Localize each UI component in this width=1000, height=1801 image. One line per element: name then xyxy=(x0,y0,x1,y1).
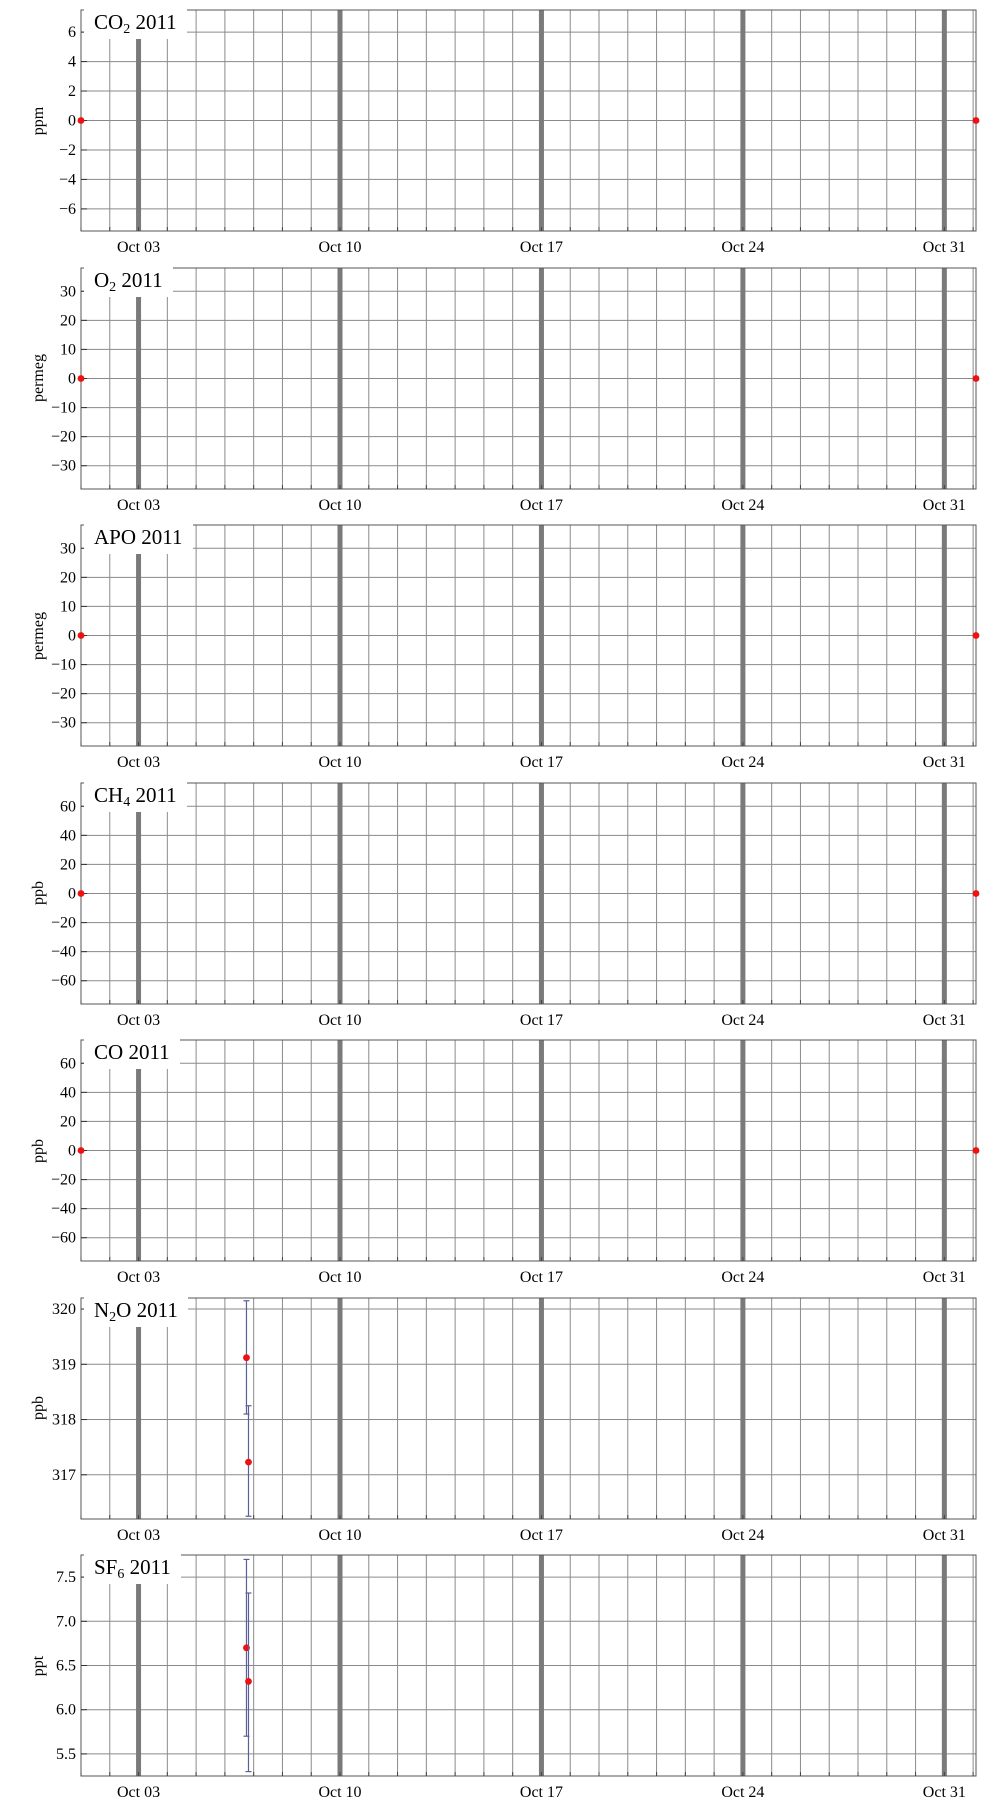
x-tick-label: Oct 03 xyxy=(117,1784,161,1801)
chart-title xyxy=(84,6,187,39)
x-tick-label: Oct 31 xyxy=(922,1784,966,1801)
title-species: CH xyxy=(94,782,124,807)
y-tick-label: −30 xyxy=(50,714,76,732)
data-point xyxy=(973,117,980,124)
data-point xyxy=(243,1354,250,1361)
chart-panel xyxy=(0,258,1000,514)
x-tick-label: Oct 31 xyxy=(922,496,966,514)
x-tick-label: Oct 03 xyxy=(117,1526,161,1544)
title-year: 2011 xyxy=(131,1297,178,1322)
chart-title xyxy=(84,1551,181,1584)
y-tick-label: −60 xyxy=(50,972,76,990)
y-tick-label: −20 xyxy=(50,428,76,446)
y-tick-label: 6 xyxy=(68,24,76,42)
y-tick-label: 30 xyxy=(60,540,76,558)
chart-title xyxy=(84,1036,180,1069)
data-point xyxy=(245,1458,252,1465)
title-species: APO xyxy=(94,525,137,549)
data-point xyxy=(78,375,85,382)
y-tick-label: 7.5 xyxy=(56,1569,76,1587)
title-year: 2011 xyxy=(130,10,177,34)
y-tick-label: 10 xyxy=(60,598,76,616)
x-tick-label: Oct 24 xyxy=(721,754,765,771)
x-tick-label: Oct 03 xyxy=(117,754,161,771)
chart-title xyxy=(84,1294,188,1327)
chart-panel xyxy=(0,773,1000,1029)
data-point xyxy=(973,890,980,897)
y-tick-label: 0 xyxy=(68,1142,76,1160)
x-tick-label: Oct 24 xyxy=(721,1526,765,1544)
x-tick-label: Oct 24 xyxy=(721,496,765,514)
title-species-tail: O xyxy=(116,1297,132,1322)
y-tick-label: 60 xyxy=(60,1055,76,1073)
y-tick-label: 30 xyxy=(60,282,76,300)
y-tick-label: −40 xyxy=(50,943,76,961)
y-tick-label: 317 xyxy=(52,1466,76,1484)
title-year: 2011 xyxy=(136,525,183,549)
x-tick-label: Oct 24 xyxy=(721,239,765,256)
y-tick-label: 318 xyxy=(52,1411,76,1429)
x-tick-label: Oct 17 xyxy=(519,496,564,514)
y-tick-label: −4 xyxy=(58,171,76,189)
x-tick-label: Oct 17 xyxy=(519,1784,564,1801)
y-tick-label: −10 xyxy=(50,656,76,674)
x-tick-label: Oct 03 xyxy=(117,496,161,514)
x-tick-label: Oct 24 xyxy=(721,1011,765,1029)
data-point xyxy=(78,890,85,897)
chart-panel xyxy=(0,1288,1000,1544)
y-tick-label: 20 xyxy=(60,1113,76,1131)
title-subscript: 2 xyxy=(123,22,131,37)
title-subscript: 2 xyxy=(109,1309,117,1325)
y-tick-label: 6.0 xyxy=(56,1701,76,1719)
y-tick-label: −20 xyxy=(50,685,76,703)
x-tick-label: Oct 31 xyxy=(922,754,966,771)
data-point xyxy=(78,117,85,124)
x-tick-label: Oct 17 xyxy=(519,754,564,771)
x-tick-label: Oct 17 xyxy=(519,1526,564,1544)
x-tick-label: Oct 03 xyxy=(117,1269,161,1286)
y-tick-label: 40 xyxy=(60,1084,76,1102)
chart-panel xyxy=(0,1545,1000,1801)
y-tick-label: −30 xyxy=(50,457,76,475)
y-tick-label: −20 xyxy=(50,914,76,932)
x-tick-label: Oct 10 xyxy=(318,496,362,514)
x-tick-label: Oct 17 xyxy=(519,1269,564,1286)
y-tick-label: 60 xyxy=(60,797,76,815)
y-axis-label-text: ppb xyxy=(30,881,47,905)
x-tick-label: Oct 24 xyxy=(721,1269,765,1286)
y-axis-label-text: ppt xyxy=(30,1655,47,1676)
y-tick-label: 319 xyxy=(52,1355,76,1373)
y-tick-label: −6 xyxy=(58,200,76,218)
y-axis-label-text: permeg xyxy=(30,354,47,402)
x-tick-label: Oct 03 xyxy=(117,239,161,256)
title-year: 2011 xyxy=(116,267,163,292)
chart-title xyxy=(84,264,173,297)
y-axis-label-text: ppb xyxy=(30,1396,47,1420)
title-year: 2011 xyxy=(123,1040,170,1064)
y-tick-label: 0 xyxy=(68,112,76,130)
x-tick-label: Oct 10 xyxy=(318,1784,362,1801)
title-species: SF xyxy=(94,1555,118,1579)
x-tick-label: Oct 31 xyxy=(922,1526,966,1544)
chart-panel xyxy=(0,1030,1000,1286)
y-axis-label-text: ppm xyxy=(30,106,47,135)
x-tick-label: Oct 24 xyxy=(721,1784,765,1801)
title-subscript: 2 xyxy=(109,279,117,295)
y-tick-label: −2 xyxy=(58,141,76,159)
x-tick-label: Oct 31 xyxy=(922,1269,966,1286)
y-axis-label-text: ppb xyxy=(30,1138,47,1163)
title-species: CO xyxy=(94,10,124,34)
data-point xyxy=(78,632,85,639)
chart-title xyxy=(84,521,193,554)
x-tick-label: Oct 10 xyxy=(318,1011,362,1029)
chart-title xyxy=(84,779,187,812)
x-tick-label: Oct 03 xyxy=(117,1011,161,1029)
y-tick-label: −40 xyxy=(50,1200,76,1218)
data-point xyxy=(973,1147,980,1154)
title-year: 2011 xyxy=(124,1555,171,1579)
y-tick-label: 0 xyxy=(68,627,76,645)
title-year: 2011 xyxy=(130,782,177,807)
data-point xyxy=(78,1147,85,1154)
y-tick-label: −10 xyxy=(50,399,76,417)
x-tick-label: Oct 10 xyxy=(318,239,362,256)
y-tick-label: 320 xyxy=(52,1300,76,1318)
x-tick-label: Oct 31 xyxy=(922,239,966,256)
y-tick-label: 10 xyxy=(60,340,76,358)
y-tick-label: 5.5 xyxy=(56,1745,76,1763)
y-tick-label: 20 xyxy=(60,311,76,329)
y-tick-label: 0 xyxy=(68,370,76,387)
title-subscript: 4 xyxy=(123,794,131,810)
plot-frame xyxy=(81,1298,976,1519)
x-tick-label: Oct 31 xyxy=(922,1011,966,1029)
title-species: O xyxy=(94,267,110,292)
y-tick-label: 6.5 xyxy=(56,1657,76,1675)
title-species: N xyxy=(94,1297,110,1322)
data-point xyxy=(245,1678,252,1685)
chart-panel xyxy=(0,515,1000,771)
y-tick-label: 2 xyxy=(68,83,76,101)
chart-panel xyxy=(0,0,1000,256)
y-tick-label: 20 xyxy=(60,855,76,873)
title-subscript: 6 xyxy=(117,1567,125,1582)
data-point xyxy=(973,375,980,382)
y-tick-label: −20 xyxy=(50,1171,76,1189)
x-tick-label: Oct 10 xyxy=(318,1526,362,1544)
x-tick-label: Oct 10 xyxy=(318,1269,362,1286)
y-axis-label-text: permeg xyxy=(30,611,47,660)
y-tick-label: 20 xyxy=(60,569,76,587)
x-tick-label: Oct 10 xyxy=(318,754,362,771)
y-tick-label: 7.0 xyxy=(56,1613,76,1631)
x-tick-label: Oct 17 xyxy=(519,1011,564,1029)
y-tick-label: 40 xyxy=(60,826,76,844)
x-tick-label: Oct 17 xyxy=(519,239,564,256)
y-tick-label: 0 xyxy=(68,885,76,902)
data-point xyxy=(973,632,980,639)
title-species: CO xyxy=(94,1040,124,1064)
y-tick-label: 4 xyxy=(68,53,76,71)
y-tick-label: −60 xyxy=(50,1229,76,1247)
